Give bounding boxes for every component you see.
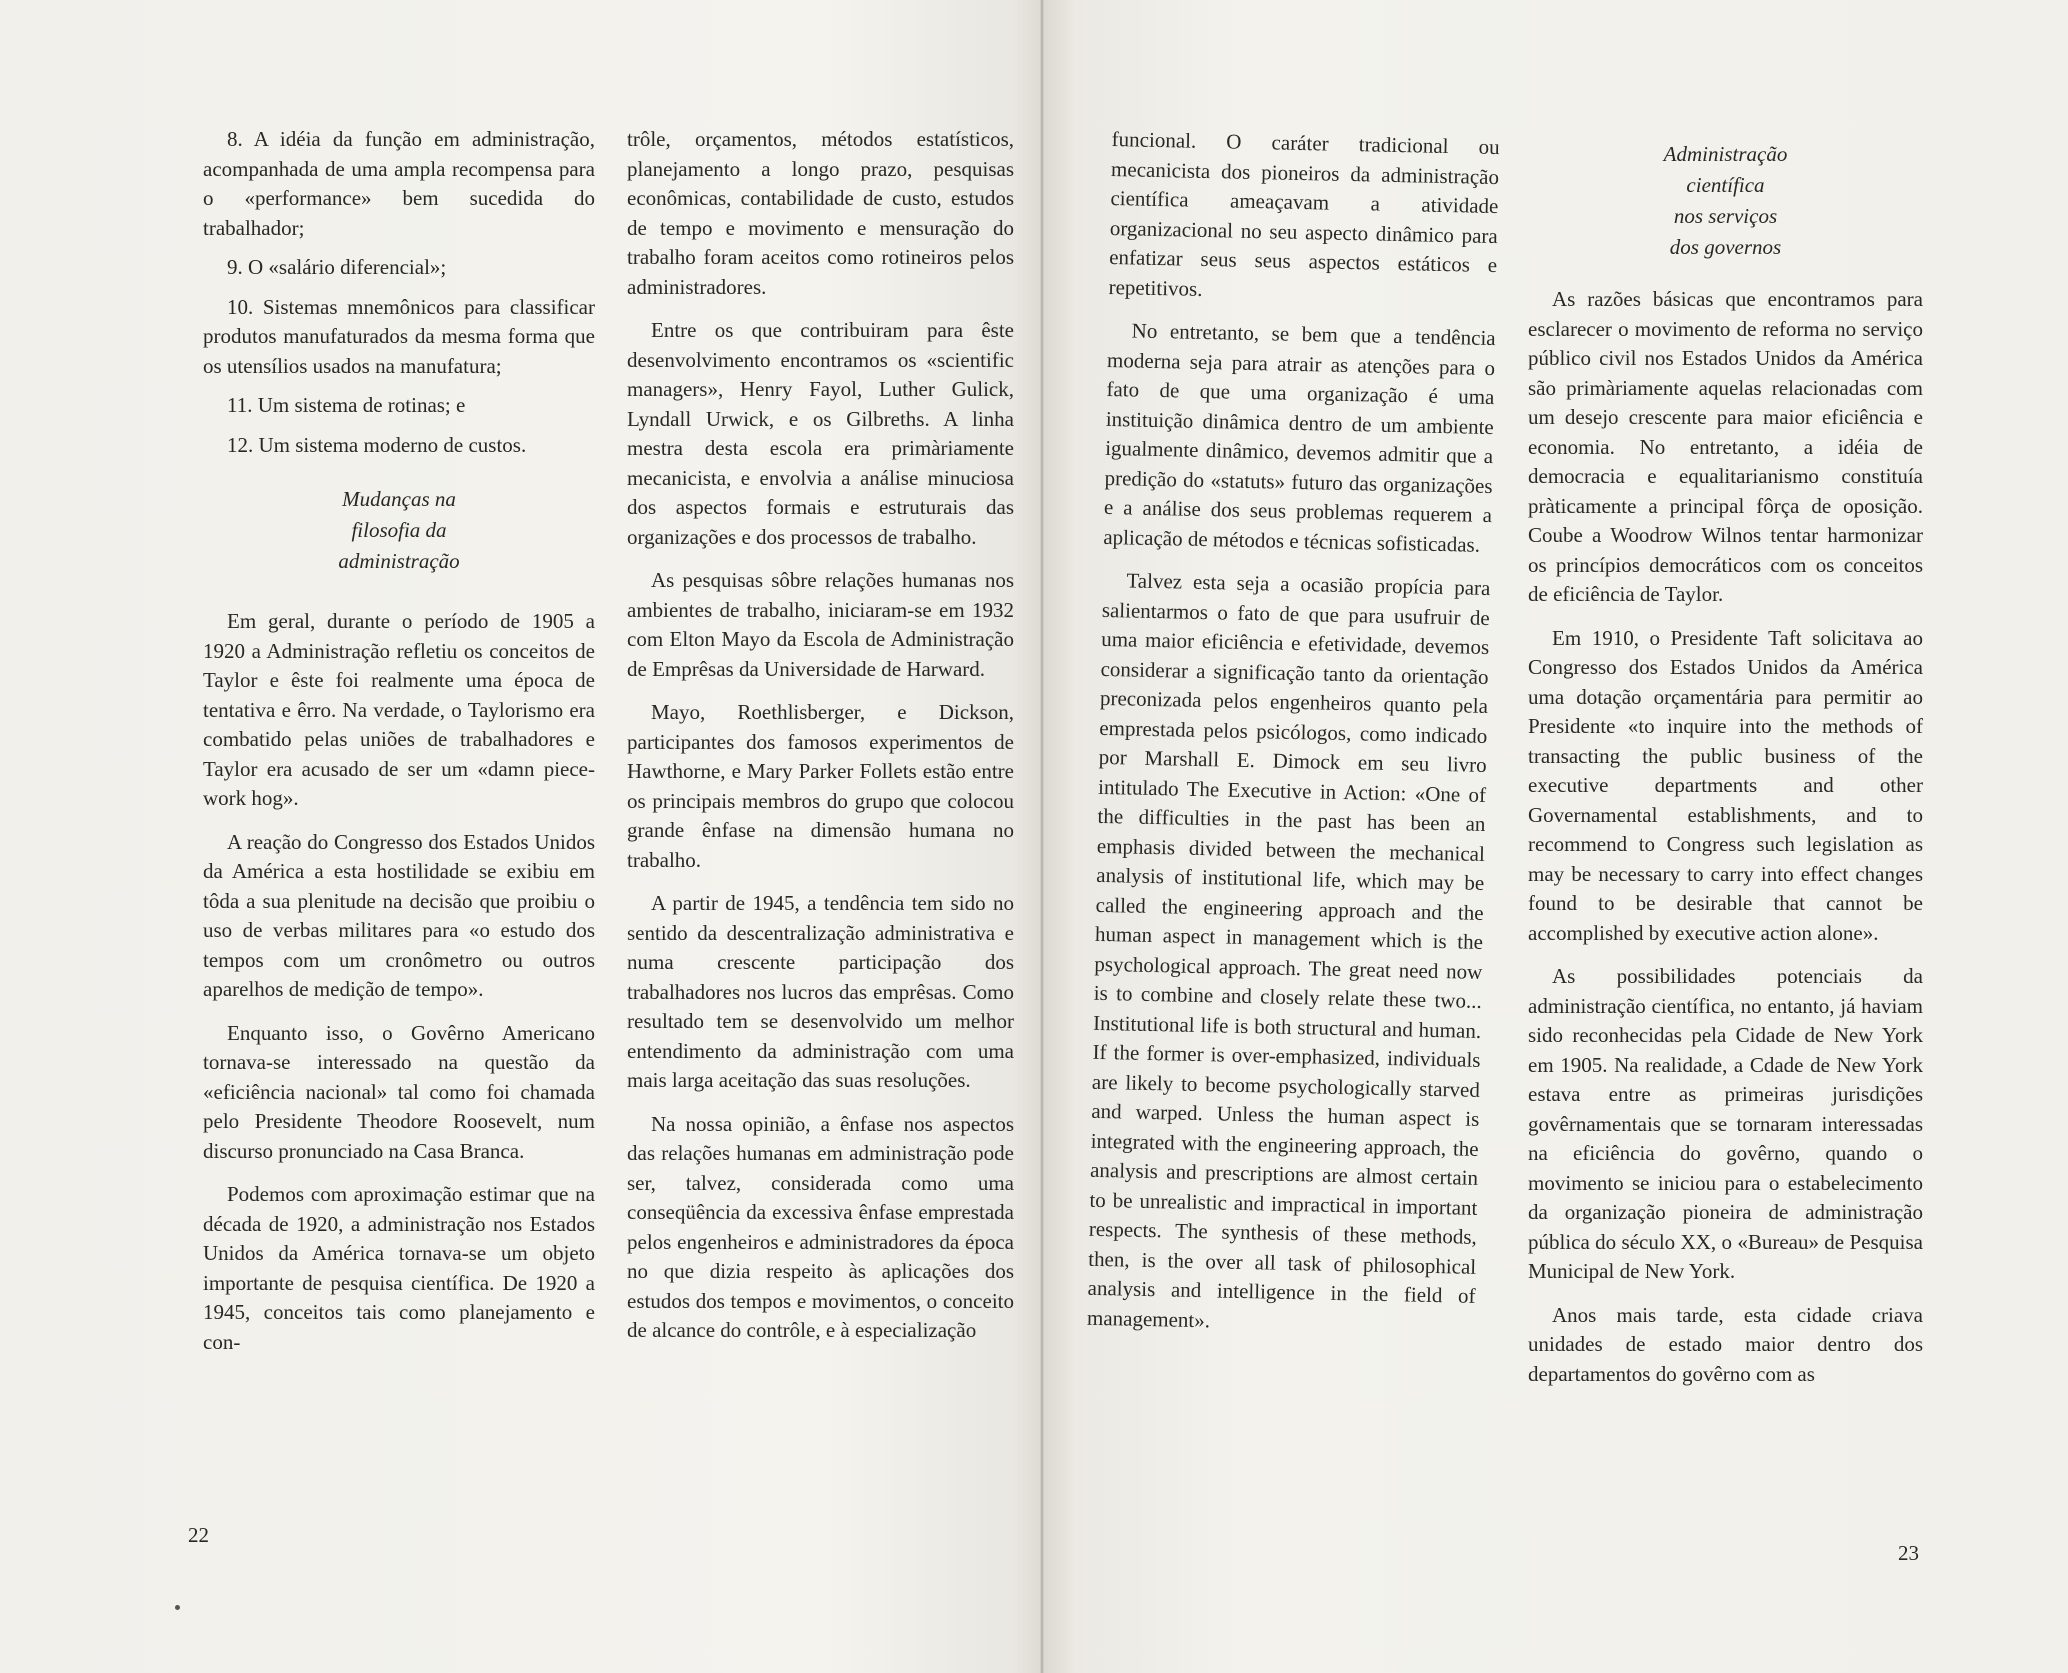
page-number: 22 [188, 1523, 209, 1547]
paragraph: A reação do Congresso dos Estados Unidos da América a esta hostilidade se exibiu em tôda a sua plenitude na decisão que proibiu o uso de verbas militares para «o estudo dos tempos com um cronômetro ou outros aparelhos de medição de tempo». [203, 829, 595, 1001]
left-column-1 [203, 125, 595, 1371]
list-item: 9. O «salário diferencial»; [227, 255, 447, 279]
paragraph: funcional. O caráter tradicional ou mecanicista dos pioneiros da administração científica ameaçavam a atividade organizacional no seu aspecto dinâmico para enfatizar seus seus aspectos estáticos e repetitivos. [1108, 126, 1500, 301]
print-speck [175, 1605, 180, 1610]
right-column-1 [1086, 125, 1500, 1355]
paragraph: Em geral, durante o período de 1905 a 1920 a Administração refletiu os conceitos de Taylor e êste foi realmente uma época de tentativa e êrro. Na verdade, o Taylorismo era combatido pelas uniões de trabalhadores e Taylor era acusado de ser um «damn piece-work hog». [203, 609, 595, 810]
right-page [1034, 0, 2068, 1673]
section-heading: Administração científica nos serviços dos governos [1663, 142, 1788, 259]
left-column-2 [627, 125, 1014, 1360]
paragraph: As razões básicas que encontramos para esclarecer o movimento de reforma no serviço público civil nos Estados Unidos da América são primàriamente aquelas relacionadas com um desejo crescente para maior eficiência e economia. No entretanto, a idéia de democracia e equalitarianismo constituía pràticamente a principal fôrça de oposição. Coube a Woodrow Wilnos tentar harmonizar os princípios democráticos com os conceitos de eficiência de Taylor. [1528, 287, 1923, 606]
paragraph: No entretanto, se bem que a tendência moderna seja para atrair as atenções para o fato de que uma organização é uma instituição dinâmica dentro de um ambiente igualmente dinâmico, devemos admitir que a predição do «statuts» futuro das organizações e a análise dos seus problemas requerem a aplicação de métodos e técnicas sofisticadas. [1103, 318, 1496, 557]
paragraph: Mayo, Roethlisberger, e Dickson, participantes dos famosos experimentos de Hawthorne, e Mary Parker Follets estão entre os principais membros do grupo que colocou grande ênfase na dimensão humana no trabalho. [627, 700, 1014, 872]
paragraph: Talvez esta seja a ocasião propícia para salientarmos o fato de que para usufruir de uma maior eficiência e efetividade, devemos considerar a significação tanto da orientação preconizada pelos engenheiros quanto pela emprestada pelos psicólogos, como indicado por Marshall E. Dimock em seu livro intitulado The Executive in Action: «One of the difficulties in the past has been an emphasis divided between the mechanical analysis of institutional life, which may be called the engineering approach and the human aspect in management which is the psychological approach. The great need now is to combine and closely relate these two... Institutional life is both structural and human. If the former is over-emphasized, individuals are likely to become psychologically starved and warped. Unless the human aspect is integrated with the engineering approach, the analysis and prescriptions are almost certain to be unrealistic and impractical in important respects. The synthesis of these methods, then, is the over all task of philosophical analysis and intelligence in the field of management». [1086, 568, 1491, 1332]
paragraph: Na nossa opinião, a ênfase nos aspectos das relações humanas em administração pode ser, talvez, considerada como uma conseqüência da excessiva ênfase emprestada pelos engenheiros e administradores da época no que dizia respeito às aplicações dos estudos dos tempos e movimentos, o conceito de alcance do contrôle, e à especialização [627, 1111, 1014, 1342]
list-item: 11. Um sistema de rotinas; e [227, 393, 466, 417]
paragraph: Enquanto isso, o Govêrno Americano tornava-se interessado na questão da «eficiência nacional» tal como foi chamada pelo Presidente Theodore Roosevelt, num discurso pronunciado na Casa Branca. [203, 1020, 595, 1163]
paragraph: Anos mais tarde, esta cidade criava unidades de estado maior dentro dos departamentos do govêrno com as [1528, 1302, 1923, 1386]
page-number: 23 [1898, 1541, 1919, 1565]
paragraph: trôle, orçamentos, métodos estatísticos, planejamento a longo prazo, pesquisas econômicas, contabilidade de custo, estudos de tempo e movimento e mensuração do trabalho foram aceitos como rotineiros pelos administradores. [627, 127, 1014, 299]
paragraph: As pesquisas sôbre relações humanas nos ambientes de trabalho, iniciaram-se em 1932 com Elton Mayo da Escola de Administração de Emprêsas da Universidade de Harward. [627, 568, 1014, 681]
paragraph: As possibilidades potenciais da administração científica, no entanto, já haviam sido reconhecidas pela Cidade de New York em 1905. Na realidade, a Cdade de New York estava entre as primeiras jurisdições govêrnamentais que se tornaram interessadas na eficiência do govêrno, quando o movimento se iniciou para o estabelecimento da organização pioneira de administração pública do século XX, o «Bureau» de Pesquisa Municipal de New York. [1528, 964, 1923, 1283]
paragraph: A partir de 1945, a tendência tem sido no sentido da descentralização administrativa e numa crescente participação dos trabalhadores nos lucros das emprêsas. Como resultado tem se desenvolvido um melhor entendimento da administração com uma mais larga aceitação das suas resoluções. [627, 891, 1014, 1092]
section-heading: Mudanças na filosofia da administração [338, 487, 460, 573]
paragraph: Em 1910, o Presidente Taft solicitava ao Congresso dos Estados Unidos da América uma dotação orçamentária para permitir ao Presidente «to inquire into the methods of transacting the public business of the executive departments and other Governamental establishments, and to recommend to Congress such legislation as may be necessary to carry into effect changes found to be desirable that cannot be accomplished by executive action alone». [1528, 625, 1923, 945]
list-item: 10. Sistemas mnemônicos para classificar produtos manufaturados da mesma forma que os utensílios usados na manufatura; [203, 294, 595, 378]
list-item: 12. Um sistema moderno de custos. [227, 432, 527, 457]
paragraph: Entre os que contribuiram para êste desenvolvimento encontramos os «scientific managers», Henry Fayol, Luther Gulick, Lyndall Urwick, e os Gilbreths. A linha mestra desta escola era primàriamente mecanicista, e envolvia a análise minuciosa dos aspectos formais e estruturais das organizações e dos processos de trabalho. [627, 318, 1014, 549]
paragraph: Podemos com aproximação estimar que na década de 1920, a administração nos Estados Unidos da América tornava-se um objeto importante de pesquisa científica. De 1920 a 1945, conceitos tais como planejamento e con- [203, 1182, 595, 1354]
list-item: 8. A idéia da função em administração, acompanhada de uma ampla recompensa para o «performance» bem sucedida do trabalhador; [203, 127, 595, 240]
right-column-2 [1528, 125, 1923, 1403]
